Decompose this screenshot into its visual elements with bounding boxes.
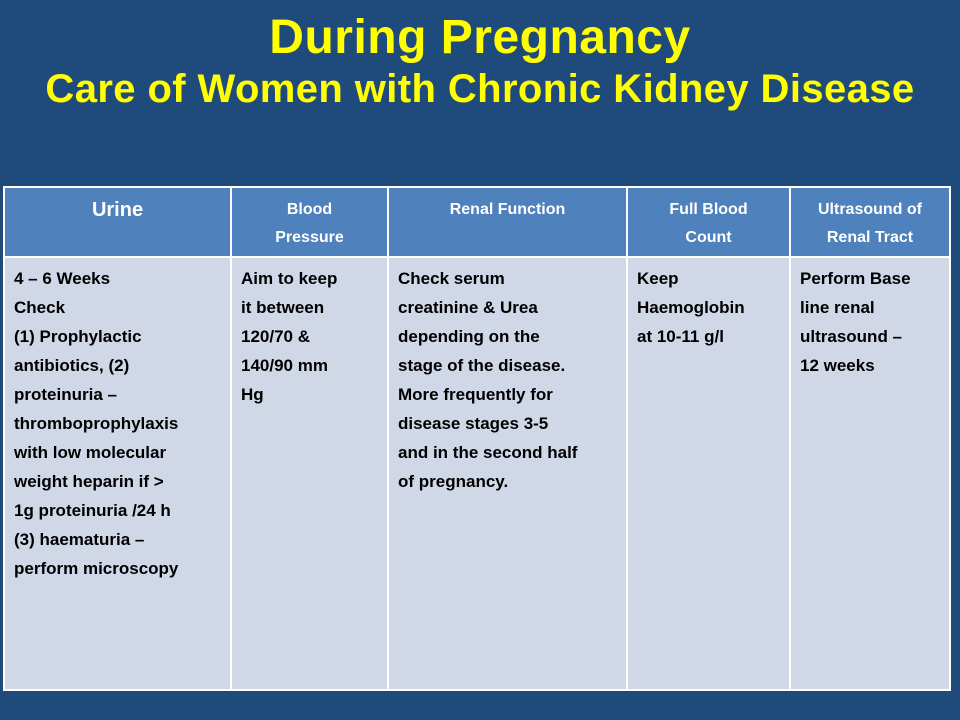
header-urine: Urine [4,187,231,257]
table-header-row [4,187,950,257]
slide-title-block [0,10,960,112]
slide-title: During Pregnancy [269,11,691,64]
slide-subtitle: Care of Women with Chronic Kidney Disease [45,67,915,111]
header-blood-pressure: Blood Pressure [231,187,388,257]
cell-blood-pressure: Aim to keep it between 120/70 & 140/90 mm Hg [231,257,388,690]
cell-renal-function: Check serum creatinine & Urea depending on the stage of the disease. More frequently for disease stages 3-5 and in the second half of pregnancy. [388,257,627,690]
header-ultrasound: Ultrasound of Renal Tract [790,187,950,257]
cell-urine: 4 – 6 Weeks Check (1) Prophylactic antibiotics, (2) proteinuria – thromboprophylaxis with low molecular weight heparin if > 1g proteinuria /24 h (3) haematuria – perform microscopy [4,257,231,690]
cell-full-blood-count: Keep Haemoglobin at 10-11 g/l [627,257,790,690]
table-row [4,257,950,690]
header-full-blood-count: Full Blood Count [627,187,790,257]
header-renal-function: Renal Function [388,187,627,257]
cell-ultrasound: Perform Base line renal ultrasound – 12 weeks [790,257,950,690]
care-table [3,186,951,691]
